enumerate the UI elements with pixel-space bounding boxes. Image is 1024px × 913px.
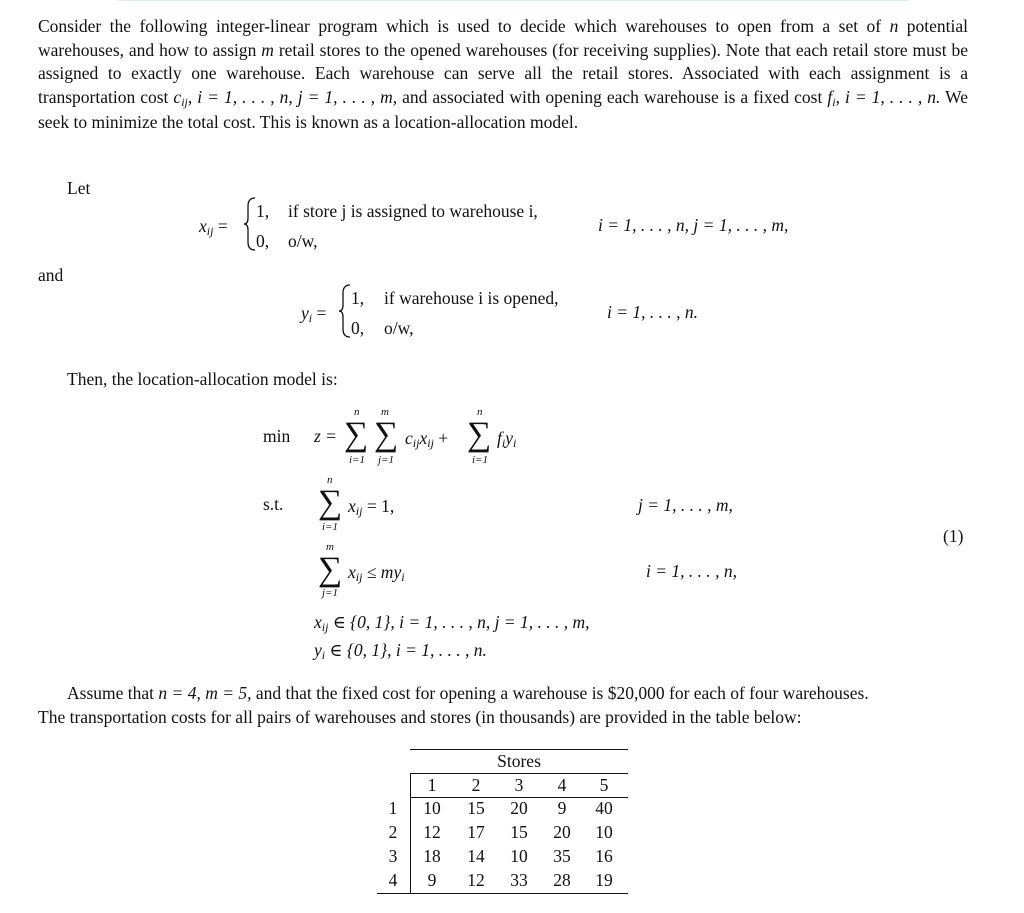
sum3-sigma: ∑: [467, 416, 492, 453]
table-cell: 14: [467, 846, 485, 866]
obj-f-sub: i: [501, 436, 506, 450]
c1-sum-lower: i=1: [322, 521, 338, 533]
table-cell: 15: [510, 822, 528, 842]
then-text: Then, the location-allocation model is:: [67, 369, 338, 389]
table-cell: 10: [423, 798, 441, 818]
table-col-header: 3: [514, 775, 524, 795]
and-label: and: [38, 265, 64, 285]
assume-line2: The transportation costs for all pairs of warehouses and stores (in thousands) are provided in the table below:: [38, 707, 802, 727]
sum2-upper: m: [381, 406, 389, 418]
intro-cij: c: [173, 86, 182, 107]
z-lhs: z =: [314, 426, 337, 446]
c1-range: j = 1, . . . , m,: [638, 495, 733, 515]
let-label: Let: [67, 178, 91, 198]
table-vertical-rule: [410, 773, 411, 893]
table-cell: 20: [553, 822, 571, 842]
obj-x-sub: ij: [427, 436, 434, 450]
table-cell: 9: [557, 798, 567, 818]
x-def-case1-val: 1,: [256, 201, 270, 221]
table-mid-rule: [410, 773, 628, 774]
table-row-label: 2: [388, 822, 398, 842]
assume-text-2: and that the fixed cost for opening a warehouse is $20,000 for each of four warehouses.: [251, 683, 869, 703]
top-divider: [118, 0, 908, 1]
c2-sum-lower: j=1: [322, 587, 338, 599]
c1-x: x: [348, 496, 356, 516]
table-cell: 12: [467, 870, 485, 890]
c3-rest: ∈ {0, 1}, i = 1, . . . , n, j = 1, . . . , m,: [328, 612, 590, 632]
table-cell: 28: [553, 870, 571, 890]
intro-cij-sub: ij: [181, 94, 188, 109]
x-def-var: x: [199, 216, 207, 236]
assume-text-1: Assume that: [67, 683, 159, 703]
table-col-header: 1: [427, 775, 437, 795]
table-col-header: 2: [471, 775, 481, 795]
x-def-range: i = 1, . . . , n, j = 1, . . . , m,: [598, 215, 789, 235]
sum1-sigma: ∑: [344, 416, 369, 453]
c3-expr: [314, 614, 590, 632]
c4-rest: ∈ {0, 1}, i = 1, . . . , n.: [325, 640, 487, 660]
x-def-case2-text: o/w,: [288, 231, 318, 251]
x-def-brace: [243, 196, 257, 252]
intro-text-7: We seek to minimize the total cost. This is known as a location-allocation model.: [38, 86, 969, 132]
x-def-case2-val: 0,: [256, 231, 270, 251]
intro-m: m: [261, 39, 274, 60]
table-bottom-rule: [377, 893, 628, 894]
obj-plus: +: [438, 428, 449, 448]
y-def-var: y: [301, 303, 309, 323]
y-def-case2-text: o/w,: [384, 318, 414, 338]
y-def-brace: [338, 283, 352, 339]
table-cell: 9: [427, 870, 437, 890]
sum2-lower: j=1: [378, 454, 394, 466]
c4-expr: [314, 642, 487, 660]
obj-term2: [497, 430, 516, 448]
table-cell: 15: [467, 798, 485, 818]
c2-sigma: ∑: [318, 551, 343, 588]
sum3-upper: n: [477, 406, 483, 418]
obj-c-sub: ij: [412, 436, 420, 450]
sum3-lower: i=1: [472, 454, 488, 466]
obj-y: y: [505, 428, 513, 448]
intro-n: n: [889, 16, 899, 36]
obj-c: c: [405, 428, 413, 448]
c2-x-sub: ij: [355, 570, 363, 584]
table-col-header: 5: [599, 775, 609, 795]
table-cell: 40: [595, 798, 613, 818]
c1-sum-upper: n: [327, 474, 333, 486]
table-row-label: 1: [388, 798, 398, 818]
intro-fi: f: [827, 86, 833, 107]
table-cell: 18: [423, 846, 441, 866]
table-row-label: 4: [388, 870, 398, 890]
table-cell: 20: [510, 798, 528, 818]
table-cell: 35: [553, 846, 571, 866]
intro-fi-sub: i: [832, 94, 836, 109]
c3-x-sub: ij: [321, 620, 329, 634]
y-def-range: i = 1, . . . , n.: [607, 302, 699, 322]
assume-line1: [67, 685, 869, 703]
obj-y-sub: i: [513, 436, 517, 450]
table-cell: 16: [595, 846, 613, 866]
intro-text-6: ,: [835, 86, 845, 107]
y-def-case2-val: 0,: [351, 318, 365, 338]
c4-y-sub: i: [321, 648, 326, 662]
obj-term1: [405, 430, 448, 448]
y-def-sub: i: [308, 311, 313, 325]
table-cell: 10: [595, 822, 613, 842]
c2-x: x: [348, 562, 356, 582]
table-row-label: 3: [388, 846, 398, 866]
sum1-upper: n: [354, 406, 360, 418]
c1-sigma: ∑: [318, 484, 343, 521]
intro-text-4: ,: [187, 86, 198, 107]
assume-vals: n = 4, m = 5,: [158, 683, 252, 703]
table-cell: 17: [467, 822, 485, 842]
obj-x: x: [419, 428, 428, 448]
y-def-case1-text: if warehouse i is opened,: [384, 288, 559, 308]
c2-rhs: ≤ my: [362, 562, 402, 582]
intro-text-5: and associated with opening each warehouse is a fixed cost: [397, 86, 828, 107]
c1-rhs: = 1,: [362, 496, 395, 516]
c2-sum-upper: m: [326, 541, 334, 553]
intro-paragraph: [38, 15, 968, 135]
intro-text-2: potential warehouses, and how to assign: [38, 16, 969, 60]
y-def-eq: =: [316, 303, 327, 323]
st-label: s.t.: [263, 494, 284, 514]
table-cell: 10: [510, 846, 528, 866]
c1-expr: [348, 498, 394, 516]
x-def-sub: ij: [206, 224, 214, 238]
y-def-case1-val: 1,: [351, 288, 365, 308]
table-cell: 12: [423, 822, 441, 842]
table-cell: 19: [595, 870, 613, 890]
obj-f: f: [497, 428, 502, 448]
eq-number: (1): [943, 526, 964, 546]
c4-y: y: [314, 640, 322, 660]
table-group-header: Stores: [497, 751, 541, 771]
x-def-lhs: [199, 218, 228, 236]
y-def-lhs: [301, 305, 326, 323]
c2-rhs-sub: i: [401, 570, 405, 584]
intro-text-3: retail stores to the opened warehouses (for receiving supplies). Note that each retail store must be assigned to exactly one warehouse. Each warehouse can serve all the retail stores. Associated with each assignment is a transportation cost: [38, 39, 969, 107]
c2-range: i = 1, . . . , n,: [646, 561, 738, 581]
table-cell: 33: [510, 870, 528, 890]
min-label: min: [263, 426, 291, 446]
x-def-eq: =: [217, 216, 228, 236]
c1-x-sub: ij: [355, 504, 363, 518]
sum2-sigma: ∑: [374, 416, 399, 453]
intro-range-ij: i = 1, . . . , n, j = 1, . . . , m,: [197, 86, 398, 107]
c2-expr: [348, 564, 405, 582]
c3-x: x: [314, 612, 322, 632]
intro-text-1: Consider the following integer-linear program which is used to decide which warehouses to open from a set of: [38, 16, 890, 36]
x-def-case1-text: if store j is assigned to warehouse i,: [288, 201, 538, 221]
table-col-header: 4: [557, 775, 567, 795]
intro-range-i: i = 1, . . . , n.: [844, 86, 941, 107]
sum1-lower: i=1: [349, 454, 365, 466]
table-top-rule: [410, 749, 628, 750]
